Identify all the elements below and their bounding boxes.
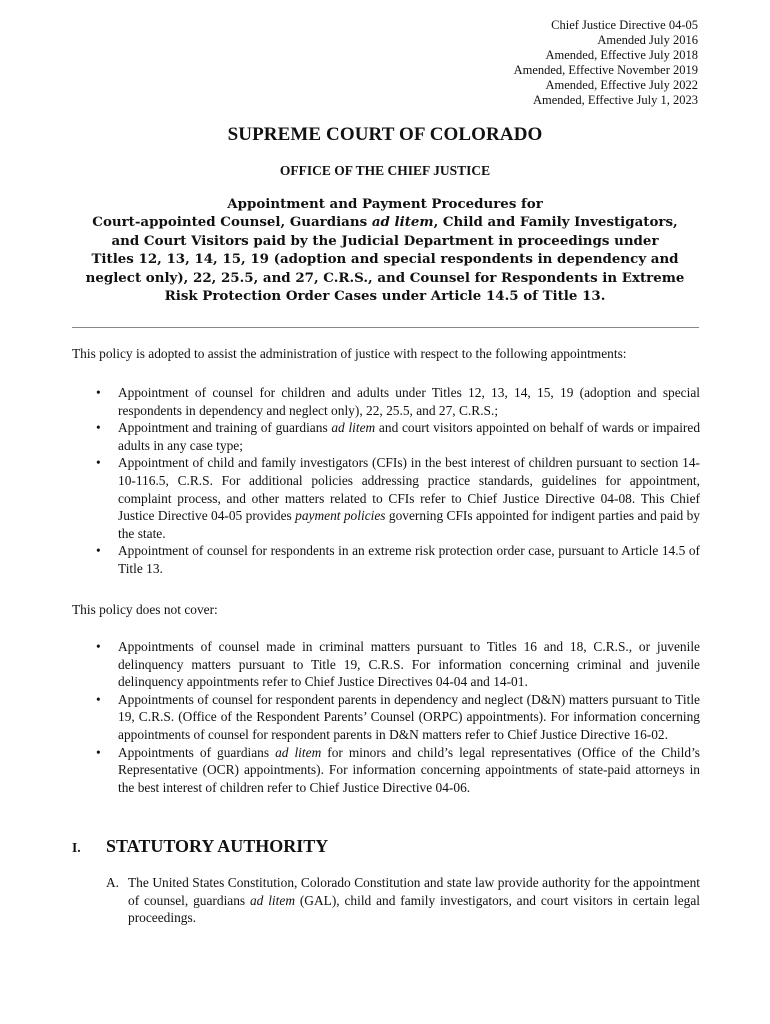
policy-title-line	[60, 213, 710, 231]
policy-title-line: Risk Protection Order Cases under Article 14.5 of Title 13.	[164, 288, 606, 305]
covered-appointments-list	[96, 384, 701, 578]
bullet-icon: •	[96, 543, 101, 559]
policy-title-line: neglect only), 22, 25.5, and 27, C.R.S., and Counsel for Respondents in Extreme	[85, 269, 685, 286]
section-paragraph	[106, 874, 700, 927]
horizontal-divider	[72, 327, 699, 328]
list-item	[96, 542, 700, 577]
policy-title	[60, 195, 710, 305]
paragraph-body	[106, 874, 700, 927]
bullet-icon: •	[96, 691, 101, 707]
header-amended-2018: Amended, Effective July 2018	[545, 48, 698, 62]
text-run: Appointment of child and family investigators (CFIs) in the best interest of children pursuant to section 14-10-116.5, C.R.S. For additional policies addressing practice standards, guidelines for appointment, complaint process, and other matters related to CFIs refer to Chief Justice Directive 04-08. This Chief Justice Directive 04-05 provides	[118, 455, 700, 524]
italic-text: payment policies	[295, 508, 386, 524]
bullet-icon: •	[96, 385, 101, 400]
text-run: , Child and Family Investigators,	[433, 214, 678, 231]
section-heading	[72, 836, 328, 857]
court-title: SUPREME COURT OF COLORADO	[227, 124, 543, 145]
list-item	[96, 691, 700, 744]
text-run: (GAL), child and family investigators, and court visitors in certain legal proceedings.	[128, 892, 700, 926]
italic-text: ad litem	[331, 420, 376, 436]
policy-title-line: and Court Visitors paid by the Judicial Department in proceedings under	[111, 232, 659, 249]
policy-title-line: Appointment and Payment Procedures for	[227, 196, 543, 212]
bullet-icon: •	[96, 420, 101, 436]
header-directive-number: Chief Justice Directive 04-05	[551, 18, 698, 32]
list-item	[96, 419, 701, 454]
list-item	[96, 384, 700, 419]
bullet-icon: •	[96, 639, 101, 654]
bullet-icon: •	[96, 455, 101, 471]
excluded-appointments-list	[96, 638, 700, 796]
text-run: The United States Constitution, Colorado Constitution and state law provide authority for the appointment of counsel, guardians	[128, 875, 700, 908]
text-run: and court visitors appointed on behalf of wards or impaired adults in any case type;	[118, 420, 701, 453]
paragraph-label: A.	[106, 875, 120, 890]
header-amended-2016: Amended July 2016	[597, 33, 698, 47]
not-cover-paragraph: This policy does not cover:	[72, 602, 218, 617]
list-item	[96, 454, 700, 542]
header-amended-2022: Amended, Effective July 2022	[545, 78, 698, 92]
text-run: governing CFIs appointed for indigent parties and paid by the state.	[118, 508, 700, 541]
text-run: Appointments of guardians	[118, 744, 276, 760]
section-number: I.	[72, 840, 81, 855]
directive-header	[514, 18, 698, 108]
text-run: Appointment and training of guardians	[118, 420, 332, 436]
office-title: OFFICE OF THE CHIEF JUSTICE	[279, 163, 491, 178]
bullet-icon: •	[96, 744, 101, 760]
section-title: STATUTORY AUTHORITY	[106, 836, 329, 856]
list-item-text: Appointment of counsel for respondents in an extreme risk protection order case, pursuant to Article 14.5 of Title 13.	[118, 543, 700, 576]
italic-text: ad litem	[275, 744, 322, 760]
intro-paragraph: This policy is adopted to assist the administration of justice with respect to the following appointments:	[72, 346, 627, 361]
list-item	[96, 638, 700, 691]
header-amended-2023: Amended, Effective July 1, 2023	[532, 93, 698, 107]
list-item-text: Appointments of counsel made in criminal matters pursuant to Titles 16 and 18, C.R.S., or juvenile delinquency matters pursuant to Title 19, C.R.S. For information concerning criminal and juvenile delinquency appointments refer to Chief Justice Directives 04-04 and 14-01.	[118, 639, 700, 690]
italic-text: ad litem	[371, 214, 434, 231]
list-item-text: Appointments of counsel for respondent parents in dependency and neglect (D&N) matters pursuant to Title 19, C.R.S. (Office of the Respondent Parents’ Counsel (ORPC) appointments). For information concerning appointments of counsel for respondent parents in D&N matters refer to Chief Justice Directive 16-02.	[118, 691, 700, 742]
text-run: Court-appointed Counsel, Guardians	[92, 214, 372, 231]
policy-title-line: Titles 12, 13, 14, 15, 19 (adoption and special respondents in dependency and	[91, 251, 679, 268]
text-run: for minors and child’s legal representatives (Office of the Child’s Representative (OCR) appointments). For information concerning appointments of state-paid attorneys in the best interest of children refer to Chief Justice Directive 04-06.	[118, 744, 700, 795]
list-item	[96, 744, 700, 797]
header-amended-2019: Amended, Effective November 2019	[513, 63, 698, 77]
list-item-text: Appointment of counsel for children and adults under Titles 12, 13, 14, 15, 19 (adoption and special respondents in dependency and neglect only), 22, 25.5, and 27, C.R.S.;	[118, 385, 700, 418]
italic-text: ad litem	[249, 892, 295, 908]
